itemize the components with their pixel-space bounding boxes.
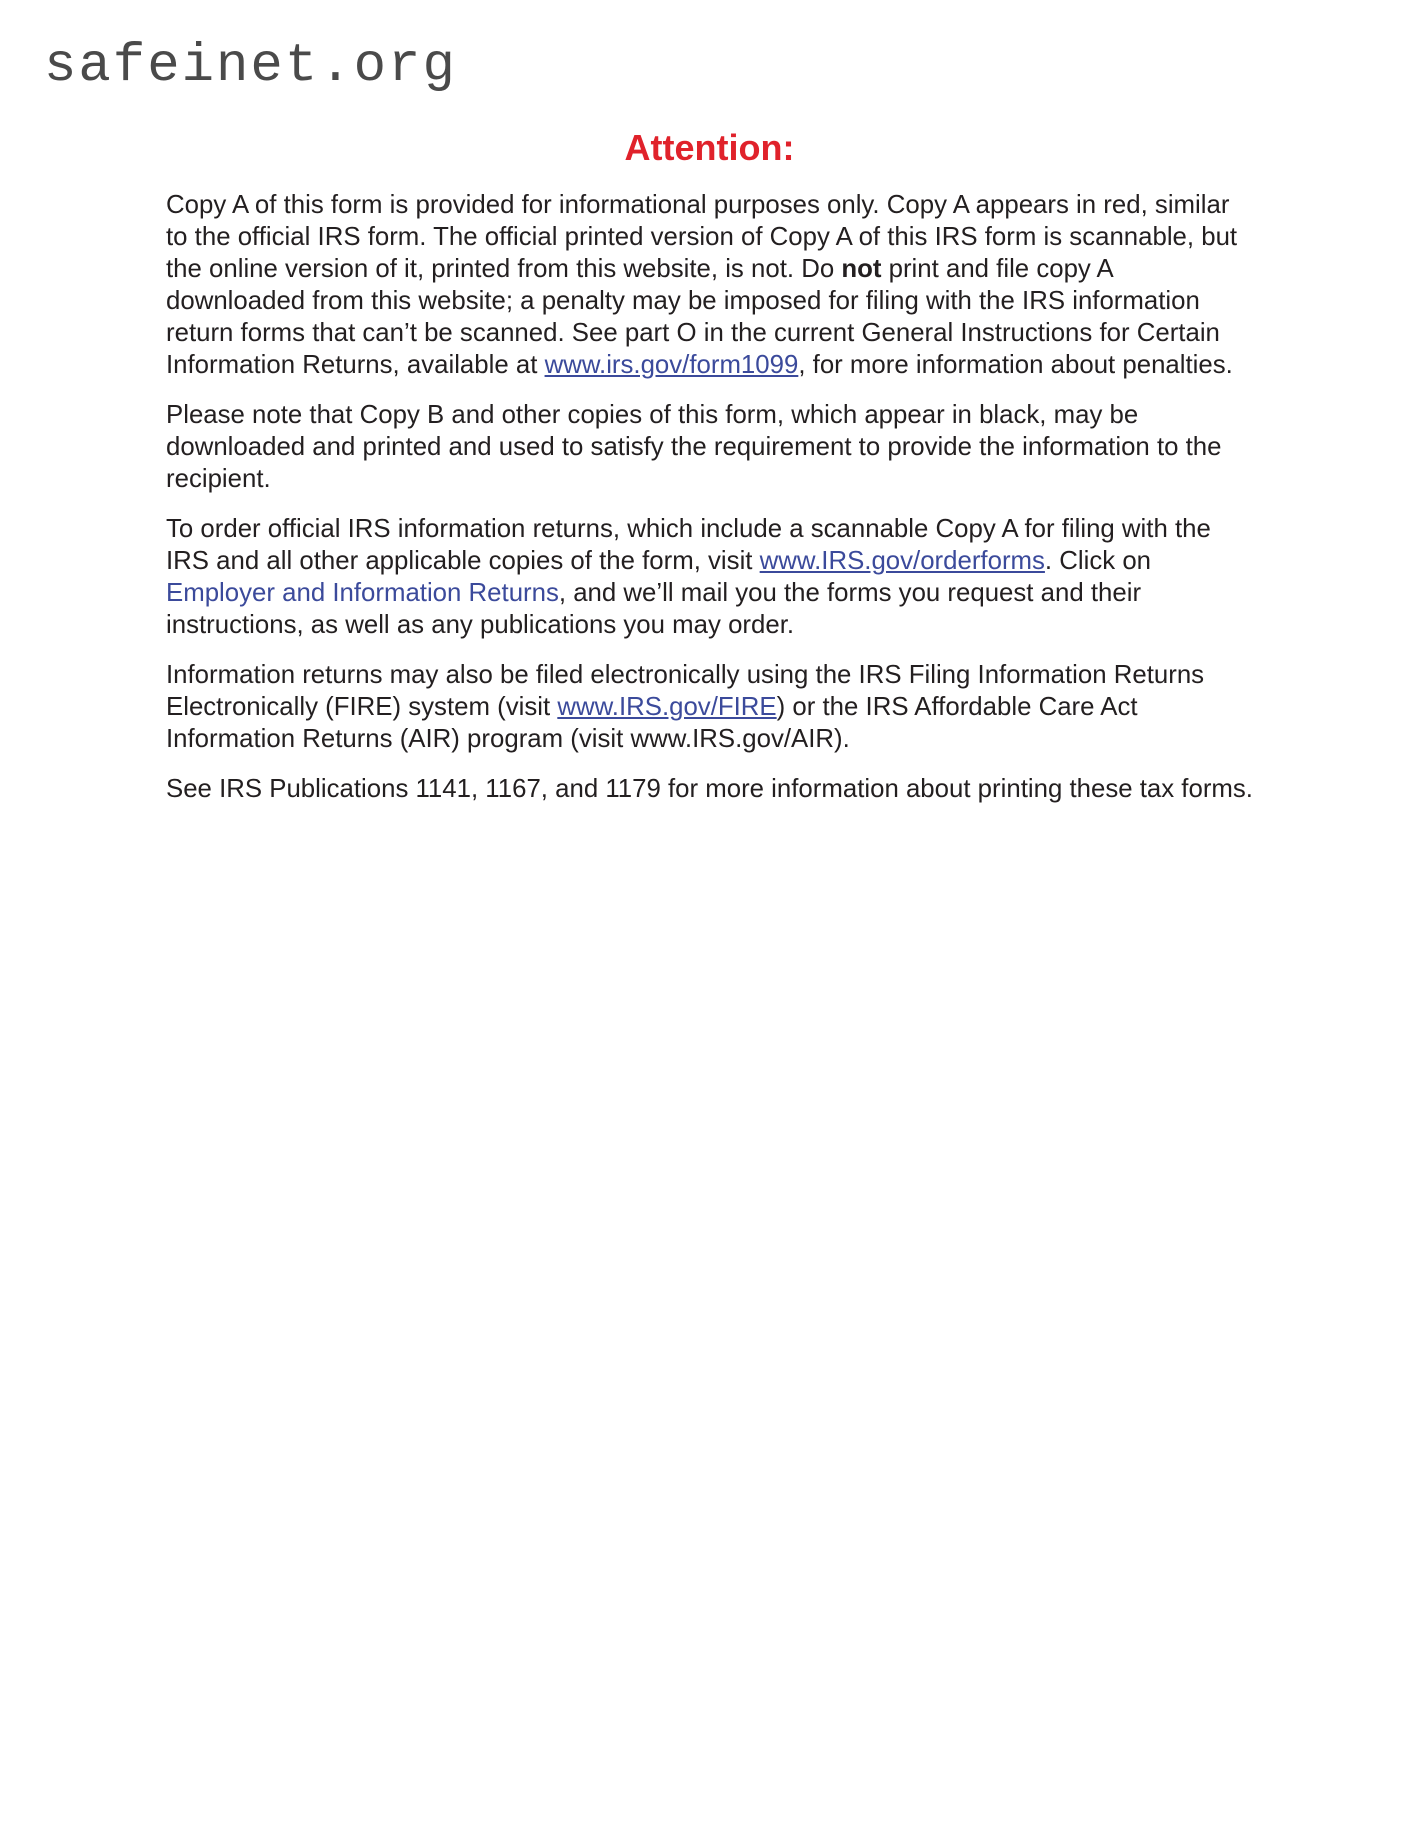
fire-link[interactable]: www.IRS.gov/FIRE xyxy=(557,693,777,721)
form1099-link[interactable]: www.irs.gov/form1099 xyxy=(544,351,799,379)
paragraph-copy-a-text-3: , for more information about penalties. xyxy=(798,351,1233,379)
paragraph-electronic-filing xyxy=(166,659,1256,755)
notice-body xyxy=(166,189,1256,823)
paragraph-electronic-filing-text-1: Information returns may also be filed electronically using the IRS Filing Information Returns Electronically (FIRE) system (visit xyxy=(166,661,1205,721)
paragraph-copy-b xyxy=(166,399,1256,495)
page-title: Attention: xyxy=(624,127,795,168)
paragraph-publications-text: See IRS Publications 1141, 1167, and 1179 for more information about printing these tax forms. xyxy=(166,775,1253,803)
paragraph-copy-a-text-2: print and file copy A downloaded from this website; a penalty may be imposed for filing with the IRS information return forms that can’t be scanned. See part O in the current General Instructions for Certain Information Returns, available at xyxy=(166,255,1220,379)
paragraph-copy-a-text-1: Copy A of this form is provided for informational purposes only. Copy A appears in red, similar to the official IRS form. The official printed version of Copy A of this IRS form is scannable, but the online version of it, printed from this website, is not. Do xyxy=(166,191,1238,283)
paragraph-order-forms-text-3: , and we’ll mail you the forms you request and their instructions, as well as any publications you may order. xyxy=(166,579,1142,639)
paragraph-electronic-filing-text-2: ) or the IRS Affordable Care Act Information Returns (AIR) program (visit www.IRS.gov/AIR). xyxy=(166,693,1138,753)
paragraph-copy-a xyxy=(166,189,1256,381)
paragraph-copy-b-text: Please note that Copy B and other copies of this form, which appear in black, may be downloaded and printed and used to satisfy the requirement to provide the information to the recipient. xyxy=(166,401,1222,493)
paragraph-order-forms-text-1: To order official IRS information returns, which include a scannable Copy A for filing with the IRS and all other applicable copies of the form, visit xyxy=(166,515,1211,575)
watermark: safeinet.org xyxy=(44,36,457,97)
paragraph-order-forms-text-2: . Click on xyxy=(1044,547,1152,575)
paragraph-order-forms xyxy=(166,513,1256,641)
paragraph-publications xyxy=(166,773,1256,805)
emphasis-not: not xyxy=(841,255,882,283)
employer-information-returns-link[interactable]: Employer and Information Returns xyxy=(166,579,559,607)
orderforms-link[interactable]: www.IRS.gov/orderforms xyxy=(759,547,1045,575)
